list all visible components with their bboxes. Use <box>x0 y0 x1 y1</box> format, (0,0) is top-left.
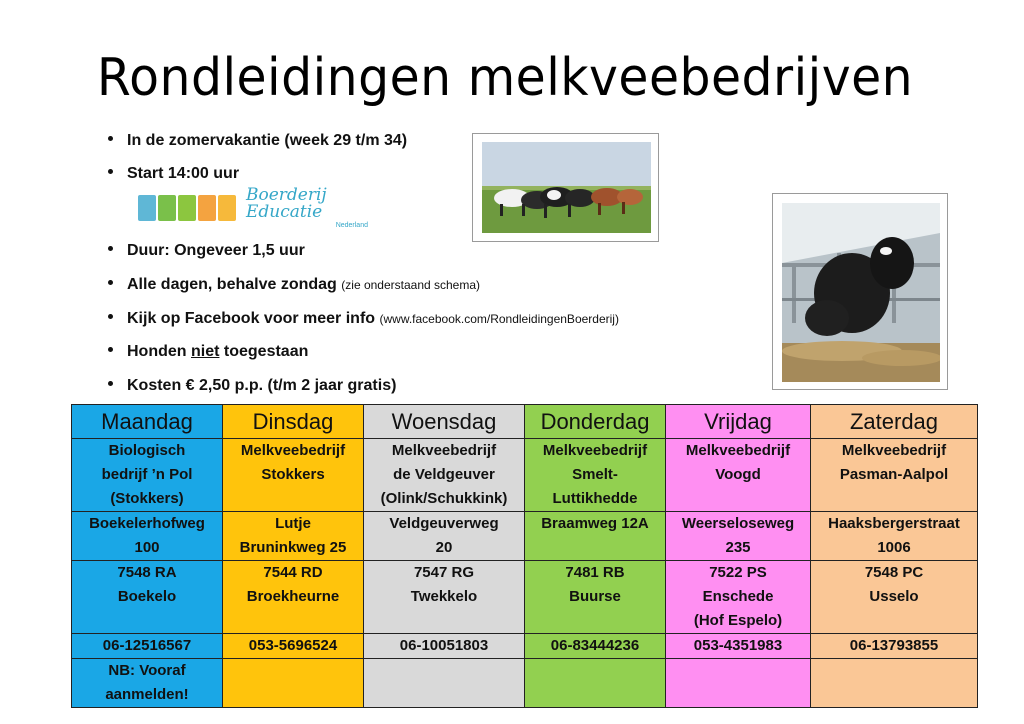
bullet-dot <box>108 381 113 386</box>
schedule-header-row <box>72 405 978 439</box>
cell-line: bedrijf ’n Pol <box>101 466 193 483</box>
cell-line: Boekelerhofweg <box>89 515 205 532</box>
cell-line: NB: Vooraf <box>108 662 186 679</box>
bullet-costs: Kosten € 2,50 p.p. (t/m 2 jaar gratis) <box>108 377 396 395</box>
boerderij-educatie-logo <box>138 185 368 229</box>
bullet-dot <box>108 136 113 141</box>
bullet-summer-holiday: In de zomervakantie (week 29 t/m 34) <box>108 132 407 150</box>
cell-line: 7547 RG <box>413 564 475 581</box>
street-address-cell <box>364 512 525 561</box>
cell-line: Haaksbergerstraat <box>828 515 960 532</box>
logo-tile-icon <box>138 195 156 221</box>
postal-city-cell <box>525 561 666 634</box>
cell-line: Boekelo <box>117 588 177 605</box>
street-address-cell <box>811 512 978 561</box>
cell-line: 7544 RD <box>263 564 323 581</box>
cell-line: Melkveebedrijf <box>685 442 791 459</box>
bullet-dot <box>108 246 113 251</box>
bullet-days: Alle dagen, behalve zondag (zie onderstaand schema) <box>108 276 480 294</box>
day-header-zaterdag: Zaterdag <box>811 405 978 439</box>
farm-name-cell <box>72 439 223 512</box>
phone-cell: 053-4351983 <box>666 634 811 659</box>
cell-line: (Hof Espelo) <box>693 612 783 629</box>
empty-note-cell <box>525 659 666 708</box>
bullet-duration: Duur: Ongeveer 1,5 uur <box>108 242 305 260</box>
postal-city-cell <box>811 561 978 634</box>
cell-line: Luttikhedde <box>552 490 638 507</box>
logo-brand-text: Boerderij Educatie <box>246 185 327 222</box>
farm-name-cell <box>364 439 525 512</box>
schedule-phone-row <box>72 634 978 659</box>
cell-line: 7481 RB <box>565 564 625 581</box>
cell-line: Smelt- <box>572 466 618 483</box>
cell-line: Twekkelo <box>410 588 478 605</box>
cell-line: Lutje <box>275 515 311 532</box>
cows-in-field-photo <box>472 133 659 242</box>
schedule-note-row <box>72 659 978 708</box>
day-header-dinsdag: Dinsdag <box>223 405 364 439</box>
cell-line: Voogd <box>715 466 761 483</box>
cell-line: Usselo <box>869 588 919 605</box>
cows-in-barn-photo <box>772 193 948 390</box>
cell-line: Melkveebedrijf <box>240 442 346 459</box>
day-header-woensdag: Woensdag <box>364 405 525 439</box>
street-address-cell <box>666 512 811 561</box>
farm-name-cell <box>666 439 811 512</box>
phone-cell: 06-12516567 <box>72 634 223 659</box>
cell-line: 7522 PS <box>709 564 767 581</box>
schedule-street-row <box>72 512 978 561</box>
registration-note-cell <box>72 659 223 708</box>
cell-line: 235 <box>725 539 751 556</box>
cell-line: Melkveebedrijf <box>542 442 648 459</box>
cell-line: Melkveebedrijf <box>391 442 497 459</box>
farm-name-cell <box>223 439 364 512</box>
cell-line: Weerseloseweg <box>681 515 795 532</box>
cell-line: Pasman-Aalpol <box>839 466 949 483</box>
bullet-dot <box>108 169 113 174</box>
logo-tile-icon <box>178 195 196 221</box>
cell-line: Biologisch <box>108 442 186 459</box>
schedule-farm-row <box>72 439 978 512</box>
bullet-start-time: Start 14:00 uur <box>108 165 239 183</box>
empty-note-cell <box>364 659 525 708</box>
bullet-dot <box>108 347 113 352</box>
cell-line: de Veldgeuver <box>393 466 495 483</box>
logo-sub-text: Nederland <box>335 222 368 229</box>
cell-line: Buurse <box>569 588 621 605</box>
cell-line: 1006 <box>877 539 911 556</box>
cell-line: Broekheurne <box>246 588 340 605</box>
empty-note-cell <box>666 659 811 708</box>
facebook-link[interactable]: (www.facebook.com/RondleidingenBoerderij) <box>379 312 619 326</box>
phone-cell: 053-5696524 <box>223 634 364 659</box>
bullet-dot <box>108 280 113 285</box>
logo-tile-icon <box>218 195 236 221</box>
postal-city-cell <box>364 561 525 634</box>
farm-name-cell <box>525 439 666 512</box>
cell-line: 100 <box>134 539 160 556</box>
day-header-maandag: Maandag <box>72 405 223 439</box>
cell-line: Bruninkweg 25 <box>239 539 347 556</box>
postal-city-cell <box>72 561 223 634</box>
postal-city-cell <box>666 561 811 634</box>
phone-cell: 06-10051803 <box>364 634 525 659</box>
logo-tiles <box>138 195 238 221</box>
cell-line: Stokkers <box>261 466 325 483</box>
street-address-cell <box>525 512 666 561</box>
cows-in-barn-image <box>782 203 940 382</box>
postal-city-cell <box>223 561 364 634</box>
page-title: Rondleidingen melkveebedrijven <box>96 48 914 108</box>
cell-line: aanmelden! <box>105 686 189 703</box>
street-address-cell <box>223 512 364 561</box>
cell-line: Veldgeuverweg <box>389 515 499 532</box>
empty-note-cell <box>223 659 364 708</box>
farm-name-cell <box>811 439 978 512</box>
empty-note-cell <box>811 659 978 708</box>
bullet-dogs: Honden niet toegestaan <box>108 343 308 361</box>
street-address-cell <box>72 512 223 561</box>
cell-line: Melkveebedrijf <box>841 442 947 459</box>
phone-cell: 06-83444236 <box>525 634 666 659</box>
day-header-vrijdag: Vrijdag <box>666 405 811 439</box>
cell-line: (Stokkers) <box>110 490 184 507</box>
bullet-dot <box>108 314 113 319</box>
schedule-city-row <box>72 561 978 634</box>
tour-schedule-table <box>71 404 978 708</box>
cell-line: Enschede <box>702 588 774 605</box>
cell-line: Braamweg 12A <box>541 515 649 532</box>
cows-in-field-image <box>482 142 651 233</box>
cell-line: (Olink/Schukkink) <box>380 490 508 507</box>
logo-tile-icon <box>158 195 176 221</box>
bullet-facebook: Kijk op Facebook voor meer info (www.facebook.com/RondleidingenBoerderij) <box>108 310 619 328</box>
day-header-donderdag: Donderdag <box>525 405 666 439</box>
logo-tile-icon <box>198 195 216 221</box>
cell-line: 20 <box>435 539 453 556</box>
cell-line: 7548 PC <box>864 564 924 581</box>
cell-line: 7548 RA <box>117 564 177 581</box>
phone-cell: 06-13793855 <box>811 634 978 659</box>
